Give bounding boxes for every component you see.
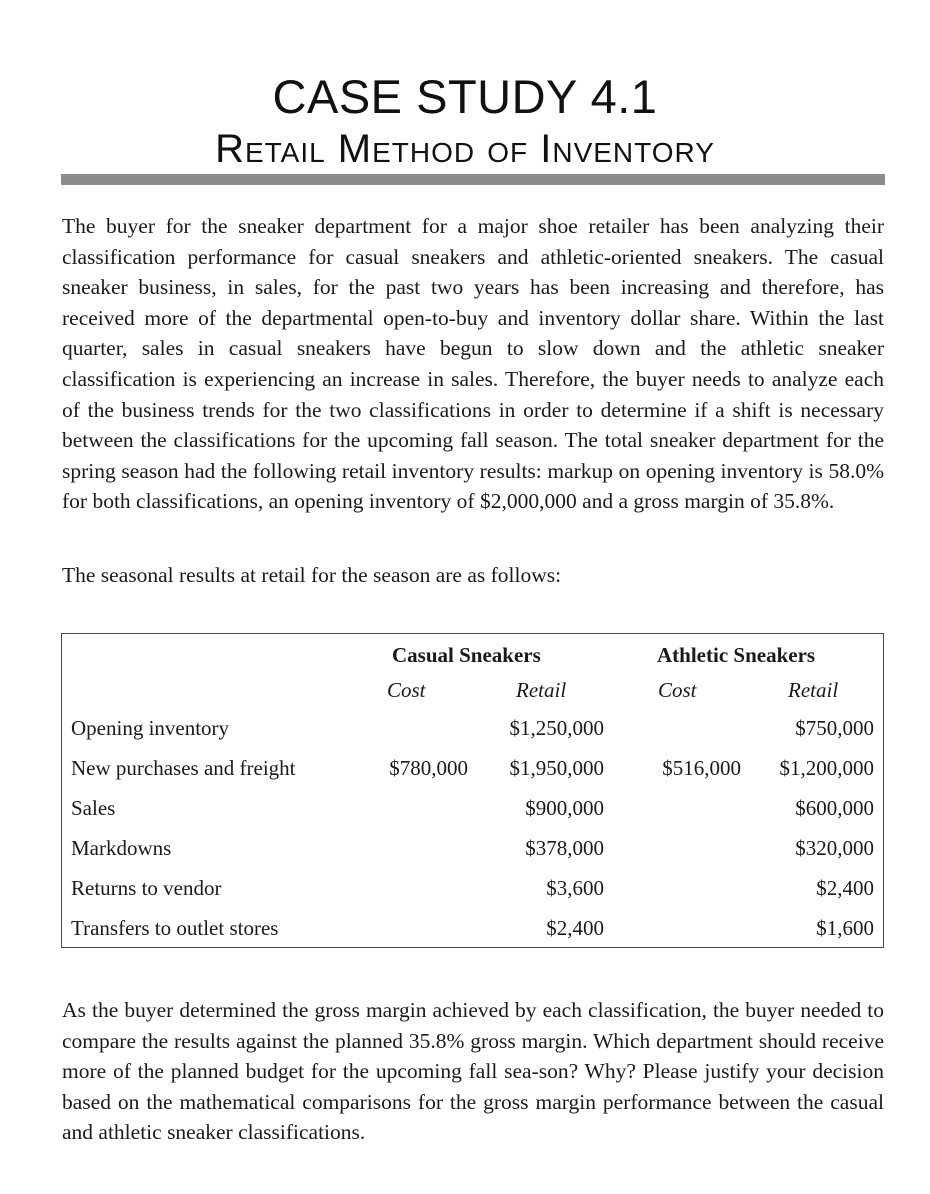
table-row: [62, 836, 883, 866]
athletic-sneakers-header: Athletic Sneakers: [657, 643, 816, 667]
seasonal-results-table: [61, 633, 884, 948]
athletic-retail-header: Retail: [788, 678, 839, 702]
casual-retail-value: $378,000: [525, 836, 604, 860]
athletic-retail-value: $2,400: [816, 876, 874, 900]
casual-retail-value: $3,600: [546, 876, 604, 900]
athletic-cost-value: $516,000: [662, 756, 741, 780]
casual-retail-value: $1,950,000: [509, 756, 604, 780]
title-block: [0, 70, 930, 172]
table-row: [62, 796, 883, 826]
row-label: Markdowns: [71, 836, 172, 860]
casual-retail-value: $1,250,000: [509, 716, 604, 740]
intro-paragraph: The buyer for the sneaker department for a major shoe retailer has been analyzing their classification performance for casual sneakers and athletic-oriented sneakers. The casual sneaker business, in sales, for the past two years has been increasing and therefore, has received more of the departmental open-to-buy and inventory dollar share. Within the last quarter, sales in casual sneakers have begun to slow down and the athletic sneaker classification is experiencing an increase in sales. Therefore, the buyer needs to analyze each of the business trends for the two classifications in order to determine if a shift is necessary between the classifications for the upcoming fall season. The total sneaker department for the spring season had the following retail inventory results: markup on opening inventory is 58.0% for both classifications, an opening inventory of $2,000,000 and a gross margin of 35.8%.: [62, 214, 884, 514]
row-label: New purchases and freight: [71, 756, 296, 780]
question-paragraph: As the buyer determined the gross margin achieved by each classification, the buyer needed to compare the results against the planned 35.8% gross margin. Which department should receive more of the planned budget for the upcoming fall sea-son? Why? Please justify your decision based on the mathematical comparisons for the gross margin performance between the casual and athletic sneaker classifications.: [62, 998, 884, 1145]
case-study-title: CASE STUDY 4.1: [272, 70, 658, 123]
casual-sneakers-header: Casual Sneakers: [392, 643, 541, 667]
casual-cost-header: Cost: [387, 678, 426, 702]
table-row: [62, 916, 883, 946]
table-row: [62, 876, 883, 906]
table-row: [62, 756, 883, 786]
row-label: Returns to vendor: [71, 876, 222, 900]
row-label: Opening inventory: [71, 716, 230, 740]
athletic-retail-value: $750,000: [795, 716, 874, 740]
row-label: Transfers to outlet stores: [71, 916, 279, 940]
athletic-retail-value: $1,600: [816, 916, 874, 940]
row-label: Sales: [71, 796, 116, 820]
title-divider: [61, 174, 885, 185]
results-intro-paragraph: The seasonal results at retail for the season are as follows:: [62, 563, 562, 587]
athletic-cost-header: Cost: [658, 678, 697, 702]
case-study-subtitle: Retail Method of Inventory: [215, 127, 715, 171]
casual-retail-value: $900,000: [525, 796, 604, 820]
athletic-retail-value: $320,000: [795, 836, 874, 860]
table-row: [62, 716, 883, 746]
athletic-retail-value: $1,200,000: [779, 756, 874, 780]
casual-retail-header: Retail: [516, 678, 567, 702]
athletic-retail-value: $600,000: [795, 796, 874, 820]
casual-cost-value: $780,000: [389, 756, 468, 780]
casual-retail-value: $2,400: [546, 916, 604, 940]
